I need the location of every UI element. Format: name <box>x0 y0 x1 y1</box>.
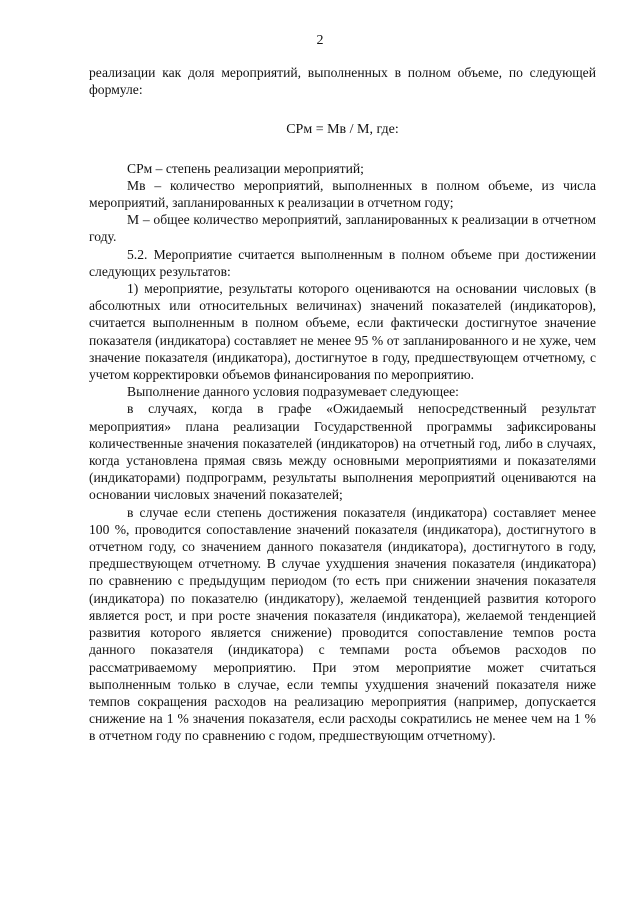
item-1: 1) мероприятие, результаты которого оцениваются на основании числовых (в абсолютных или относительных величинах) значений показателей (индикаторов), считается выполненным в полном объеме, если фактически достигнутое значение показателя (индикатора) составляет не менее 95 % от запланированного и не хуже, чем значение показателя (индикатора), достигнутое в году, предшествующем отчетному, с учетом корректировки объемов финансирования по мероприятию. <box>89 281 596 383</box>
section-5-2: 5.2. Мероприятие считается выполненным в полном объеме при достижении следующих результатов: <box>89 246 596 279</box>
page-number: 2 <box>316 33 324 48</box>
condition-case-2: в случае если степень достижения показателя (индикатора) составляет менее 100 %, проводится сопоставление значений показателя (индикатора), достигнутого в отчетном году, со значением данного показателя (индикатора), достигнутого в году, предшествующем отчетному. В случае ухудшения значения показателя (индикатора) по сравнению с предыдущим периодом (то есть при снижении значения показателя (индикатора) по показателю (индикатору), желаемой тенденцией развития которого является рост, и при росте значения показателя (индикатора), желаемой тенденцией развития которого является снижение) проводится сопоставление темпов роста данного показателя (индикатора) с темпами роста объемов расходов по рассматриваемому мероприятию. При этом мероприятие может считаться выполненным только в случае, если темпы ухудшения значений показателя ниже темпов сокращения расходов на реализацию мероприятия (например, допускается снижение на 1 % значения показателя, если расходы сократились не менее чем на 1 % в отчетном году по сравнению с годом, предшествующим отчетному). <box>89 504 596 744</box>
condition-intro: Выполнение данного условия подразумевает следующее: <box>127 384 459 400</box>
definition-m: М – общее количество мероприятий, запланированных к реализации в отчетном году. <box>89 212 596 245</box>
document-body <box>89 64 596 745</box>
formula: СРм = Мв / М, где: <box>286 122 399 138</box>
definition-mv: Мв – количество мероприятий, выполненных в полном объеме, из числа мероприятий, запланированных к реализации в отчетном году; <box>89 177 596 211</box>
condition-case-1: в случаях, когда в графе «Ожидаемый непосредственный результат мероприятия» плана реализации Государственной программы зафиксированы количественные значения показателей (индикаторов) на отчетный год, либо в случаях, когда установлена прямая связь между основными мероприятиями и показателями (индикаторами) подпрограмм, результаты выполнения мероприятий оцениваются на основании числовых значений показателей; <box>89 401 596 503</box>
paragraph-intro: реализации как доля мероприятий, выполненных в полном объеме, по следующей формуле: <box>89 65 596 98</box>
definition-srm: СРм – степень реализации мероприятий; <box>127 160 364 176</box>
